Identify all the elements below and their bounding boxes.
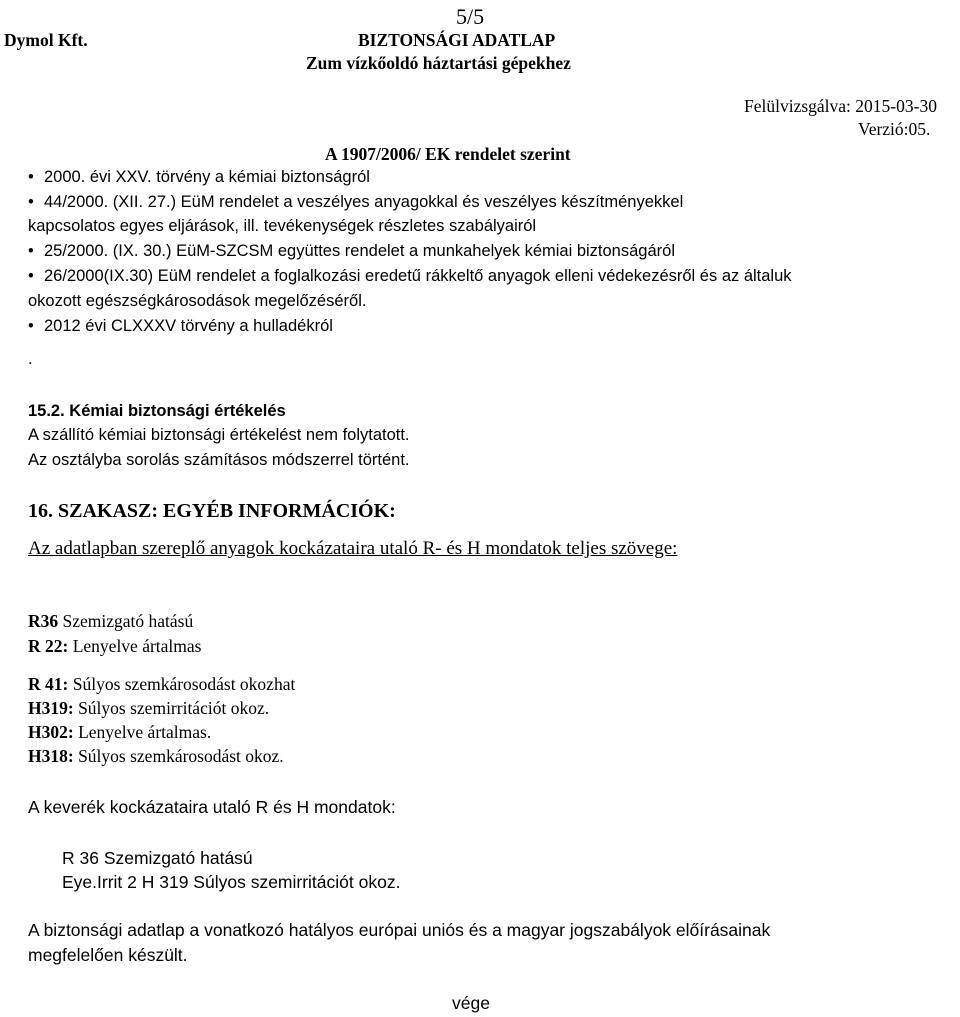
hazard-code: R 41:	[28, 674, 69, 694]
hazard-text: Súlyos szemkárosodást okoz.	[73, 746, 284, 766]
hazard-code: R 22:	[28, 636, 69, 656]
product-name: Zum vízkőoldó háztartási gépekhez	[306, 53, 571, 73]
section-15-2-heading: 15.2. Kémiai biztonsági értékelés	[28, 402, 286, 420]
mixture-line: Eye.Irrit 2 H 319 Súlyos szemirritációt okoz.	[62, 872, 401, 892]
page-number: 5/5	[456, 4, 485, 29]
version-label: Verzió:05.	[858, 119, 931, 139]
hazard-text: Súlyos szemkárosodást okozhat	[68, 674, 296, 694]
hazard-code: H302:	[28, 722, 74, 742]
list-item-text: 25/2000. (IX. 30.) EüM-SZCSM együttes rendelet a munkahelyek kémiai biztonságáról	[44, 242, 675, 260]
section-16-intro: Az adatlapban szereplő anyagok kockázataira utaló R- és H mondatok teljes szövege:	[28, 538, 678, 559]
bullet-icon: •	[28, 193, 34, 211]
hazard-text: Lenyelve ártalmas.	[73, 722, 212, 742]
section-16-heading: 16. SZAKASZ: EGYÉB INFORMÁCIÓK:	[28, 500, 396, 522]
document-title: BIZTONSÁGI ADATLAP	[358, 30, 556, 50]
list-item-text: 2000. évi XXV. törvény a kémiai biztonságról	[44, 168, 370, 186]
closing-line: A biztonsági adatlap a vonatkozó hatályos európai uniós és a magyar jogszabályok előírásainak	[28, 920, 771, 940]
hazard-phrase	[28, 611, 193, 631]
hazard-phrase	[28, 698, 269, 718]
list-item	[28, 317, 333, 336]
list-item-text: 2012 évi CLXXXV törvény a hulladékról	[44, 317, 333, 335]
hazard-phrase	[28, 746, 284, 766]
hazard-text: Súlyos szemirritációt okoz.	[73, 698, 270, 718]
closing-line: megfelelően készült.	[28, 945, 188, 965]
mixture-line: R 36 Szemizgató hatású	[62, 848, 253, 868]
list-item	[28, 242, 675, 261]
bullet-icon: •	[28, 317, 34, 335]
list-item-continuation: kapcsolatos egyes eljárások, ill. tevékenységek részletes szabályairól	[28, 217, 537, 235]
list-item-continuation: okozott egészségkárosodások megelőzéséről.	[28, 292, 367, 310]
list-item-text: 26/2000(IX.30) EüM rendelet a foglalkozási eredetű rákkeltő anyagok elleni védekezésről és az általuk	[44, 267, 792, 285]
list-item	[28, 193, 683, 212]
paragraph-line: Az osztályba sorolás számításos módszerrel történt.	[28, 451, 410, 469]
paragraph-line: A szállító kémiai biztonsági értékelést nem folytatott.	[28, 426, 410, 444]
hazard-code: H319:	[28, 698, 74, 718]
hazard-phrase	[28, 636, 201, 656]
list-item	[28, 168, 370, 187]
bullet-icon: •	[28, 267, 34, 285]
end-marker: vége	[452, 993, 490, 1013]
revision-date: Felülvizsgálva: 2015-03-30	[744, 96, 937, 116]
hazard-text: Szemizgató hatású	[58, 611, 194, 631]
regulation-heading: A 1907/2006/ EK rendelet szerint	[325, 144, 571, 164]
hazard-phrase	[28, 722, 211, 742]
hazard-text: Lenyelve ártalmas	[68, 636, 202, 656]
hazard-phrase	[28, 674, 295, 694]
stray-dot: .	[28, 350, 33, 368]
bullet-icon: •	[28, 242, 34, 260]
company-name: Dymol Kft.	[4, 30, 88, 50]
bullet-icon: •	[28, 168, 34, 186]
hazard-code: R36	[28, 611, 59, 631]
mixture-heading: A keverék kockázataira utaló R és H mondatok:	[28, 797, 396, 817]
hazard-code: H318:	[28, 746, 74, 766]
list-item	[28, 267, 792, 286]
list-item-text: 44/2000. (XII. 27.) EüM rendelet a veszélyes anyagokkal és veszélyes készítményekkel	[44, 193, 684, 211]
